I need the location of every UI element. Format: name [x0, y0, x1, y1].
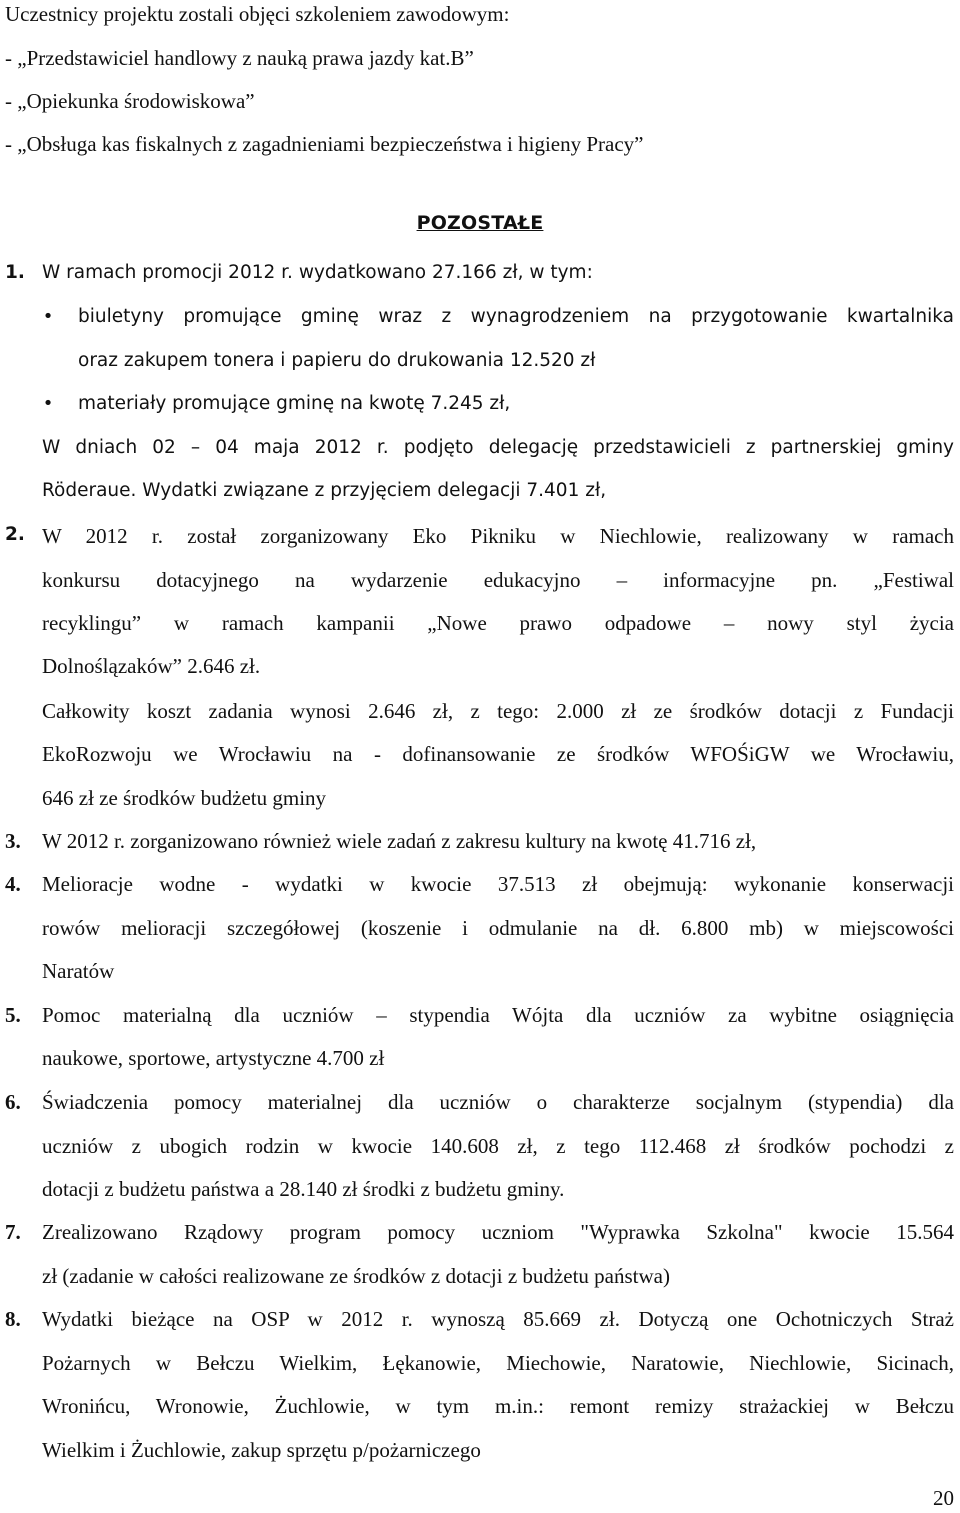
item-text: EkoRozwoju we Wrocławiu na - dofinansowanie ze środków WFOŚiGW we Wrocławiu,: [42, 742, 954, 766]
item-text: W 2012 r. został zorganizowany Eko Pikniku w Niechlowie, realizowany w ramach: [42, 524, 954, 548]
item-text: W dniach 02 – 04 maja 2012 r. podjęto delegację przedstawicieli z partnerskiej gminy: [42, 437, 954, 458]
item-text: Zrealizowano Rządowy program pomocy uczniom "Wyprawka Szkolna" kwocie 15.564: [42, 1220, 954, 1244]
item-number: 1.: [5, 262, 25, 283]
item-text: uczniów z ubogich rodzin w kwocie 140.608 zł, z tego 112.468 zł środków pochodzi z: [42, 1134, 954, 1158]
item-text: 646 zł ze środków budżetu gminy: [42, 786, 327, 810]
item-text: Pożarnych w Bełczu Wielkim, Łękanowie, Miechowie, Naratowie, Niechlowie, Sicinach,: [42, 1351, 954, 1375]
item-text: Melioracje wodne - wydatki w kwocie 37.513 zł obejmują: wykonanie konserwacji: [42, 872, 954, 896]
item-number: 5.: [5, 1003, 21, 1027]
item-number: 2.: [5, 524, 25, 545]
item-text: zł (zadanie w całości realizowane ze środków z dotacji z budżetu państwa): [42, 1264, 670, 1288]
item-text: Naratów: [42, 959, 115, 983]
item-text: dotacji z budżetu państwa a 28.140 zł środki z budżetu gminy.: [42, 1177, 565, 1201]
item-text: recyklingu” w ramach kampanii „Nowe prawo odpadowe – nowy styl życia: [42, 611, 954, 635]
item-text: Dolnoślązaków” 2.646 zł.: [42, 654, 261, 678]
item-text: Świadczenia pomocy materialnej dla uczniów o charakterze socjalnym (stypendia) dla: [42, 1090, 954, 1114]
item-text: Röderaue. Wydatki związane z przyjęciem delegacji 7.401 zł,: [42, 480, 607, 501]
bullet-text: materiały promujące gminę na kwotę 7.245 zł,: [78, 393, 511, 414]
item-number: 3.: [5, 829, 21, 853]
item-text: konkursu dotacyjnego na wydarzenie edukacyjno – informacyjne pn. „Festiwal: [42, 568, 954, 592]
bullet-text: oraz zakupem tonera i papieru do drukowania 12.520 zł: [78, 350, 596, 371]
item-text: naukowe, sportowe, artystyczne 4.700 zł: [42, 1046, 385, 1070]
section-heading: POZOSTAŁE: [416, 212, 544, 234]
item-text: W ramach promocji 2012 r. wydatkowano 27.166 zł, w tym:: [42, 262, 593, 283]
page-number: 20: [933, 1486, 954, 1510]
course-item: - „Opiekunka środowiskowa”: [5, 89, 255, 113]
item-text: W 2012 r. zorganizowano również wiele zadań z zakresu kultury na kwotę 41.716 zł,: [42, 829, 757, 853]
item-number: 7.: [5, 1220, 21, 1244]
item-text: Całkowity koszt zadania wynosi 2.646 zł, z tego: 2.000 zł ze środków dotacji z Fundacji: [42, 699, 954, 723]
course-item: - „Obsługa kas fiskalnych z zagadnieniami bezpieczeństwa i higieny Pracy”: [5, 132, 644, 156]
item-text: Wronińcu, Wronowie, Żuchlowie, w tym m.in.: remont remizy strażackiej w Bełczu: [42, 1394, 954, 1418]
item-number: 8.: [5, 1307, 21, 1331]
course-item: - „Przedstawiciel handlowy z nauką prawa jazdy kat.B”: [5, 46, 474, 70]
intro-line: Uczestnicy projektu zostali objęci szkoleniem zawodowym:: [5, 2, 510, 26]
bullet-icon: •: [42, 306, 54, 327]
bullet-text: biuletyny promujące gminę wraz z wynagrodzeniem na przygotowanie kwartalnika: [78, 306, 954, 327]
item-text: rowów melioracji szczegółowej (koszenie i odmulanie na dł. 6.800 mb) w miejscowości: [42, 916, 954, 940]
item-text: Pomoc materialną dla uczniów – stypendia Wójta dla uczniów za wybitne osiągnięcia: [42, 1003, 954, 1027]
item-text: Wydatki bieżące na OSP w 2012 r. wynoszą 85.669 zł. Dotyczą one Ochotniczych Straż: [42, 1307, 954, 1331]
item-number: 6.: [5, 1090, 21, 1114]
bullet-icon: •: [42, 393, 54, 414]
item-number: 4.: [5, 872, 21, 896]
item-text: Wielkim i Żuchlowie, zakup sprzętu p/pożarniczego: [42, 1438, 481, 1462]
